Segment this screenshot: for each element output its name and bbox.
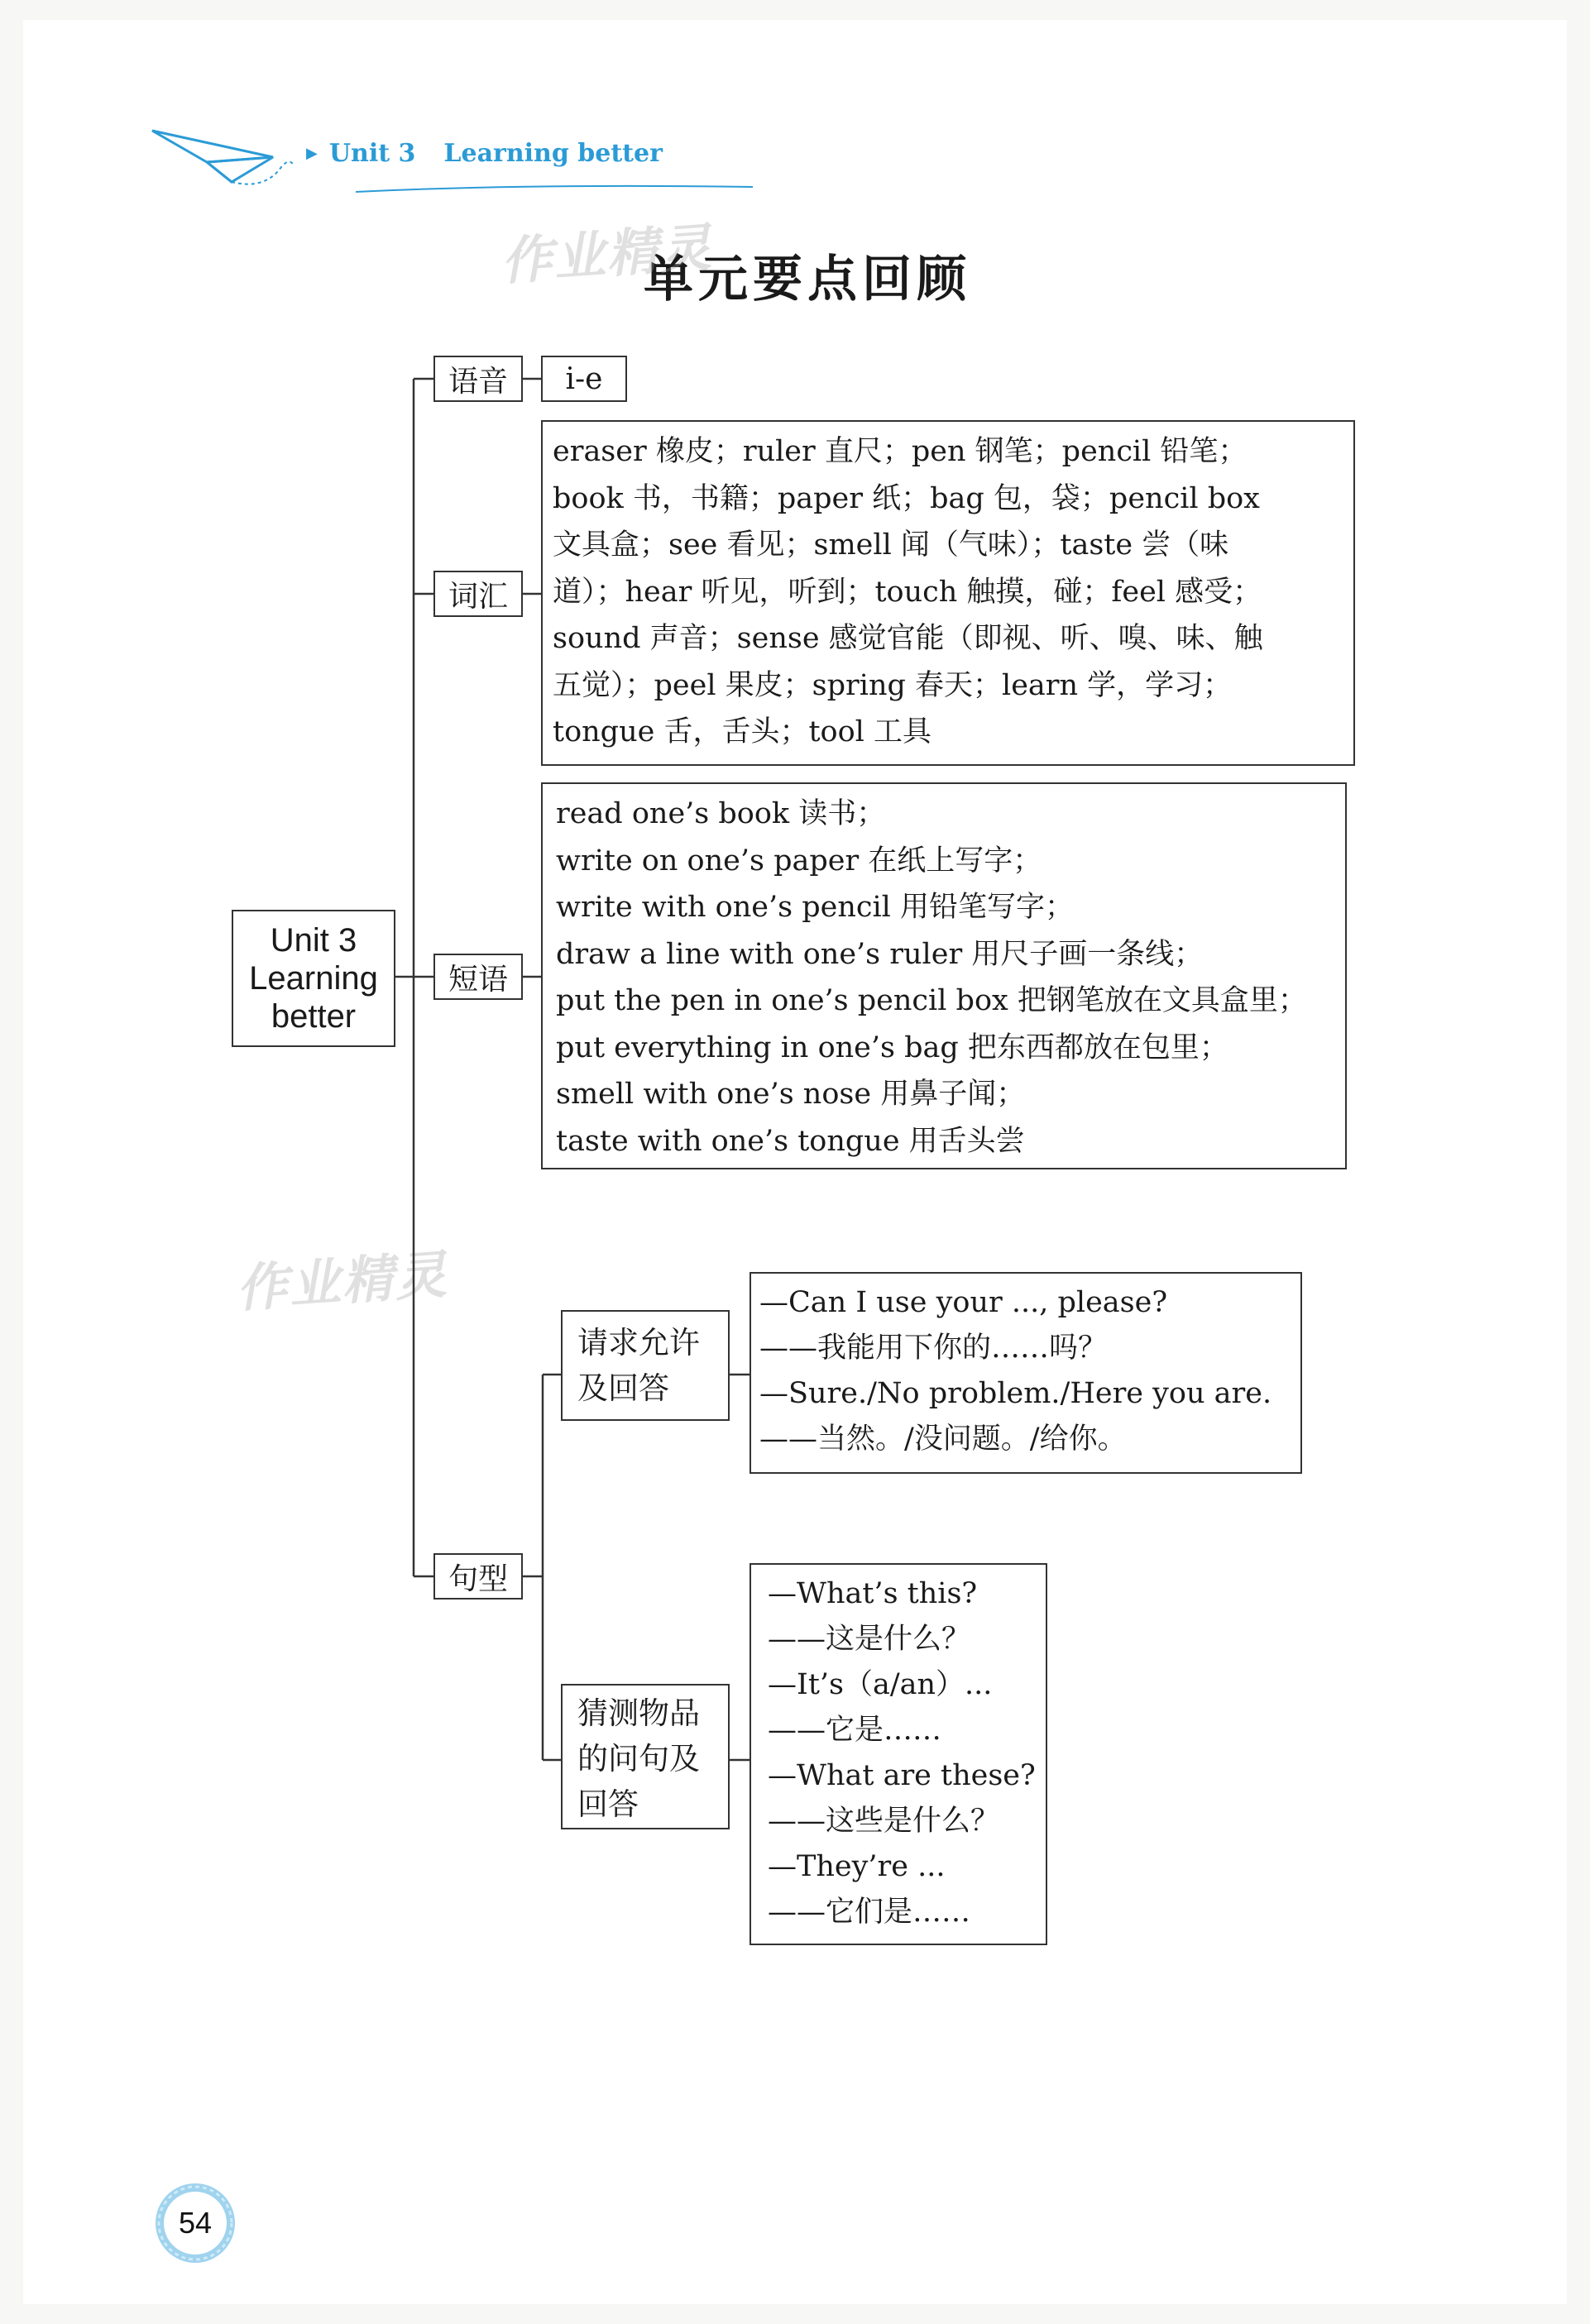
- guessing-label-line: 猜测物品: [577, 1695, 700, 1731]
- asking-permission-line: ——当然。/没问题。/给你。: [759, 1423, 1127, 1456]
- header-unit: Unit 3: [328, 139, 416, 168]
- vocabulary-line: 文具盒；see 看见；smell 闻（气味）；taste 尝（味: [553, 528, 1229, 562]
- phonics-content-box: [541, 356, 627, 402]
- guessing-line: —What are these?: [768, 1759, 1036, 1792]
- phrases-content-box: [541, 782, 1347, 1169]
- vocabulary-label-box: [433, 571, 523, 617]
- guessing-line: ——它是……: [768, 1714, 942, 1747]
- page-number: 54: [178, 2206, 213, 2240]
- vocabulary-content-box: [541, 420, 1355, 766]
- asking-permission-line: —Can I use your ..., please?: [759, 1286, 1168, 1319]
- sentences-label-box: [433, 1553, 523, 1600]
- phrase-line: read one’s book 读书；: [556, 797, 886, 830]
- vocabulary-line: sound 声音；sense 感觉官能（即视、听、嗅、味、触: [553, 622, 1263, 655]
- phrases-label-box: [433, 954, 523, 1000]
- root-topic-line-2: Learning: [249, 960, 378, 997]
- guessing-line: —It’s（a/an）...: [768, 1668, 993, 1701]
- asking-permission-label-line: 请求允许: [577, 1325, 700, 1360]
- guessing-label-line: 的问句及: [577, 1741, 700, 1776]
- page-title: 单元要点回顾: [644, 251, 971, 308]
- guessing-line: ——这是什么？: [768, 1623, 971, 1656]
- phrase-line: smell with one’s nose 用鼻子闻；: [556, 1078, 1026, 1111]
- phrase-line: taste with one’s tongue 用舌头尝: [556, 1124, 1025, 1158]
- vocabulary-line: tongue 舌，舌头；tool 工具: [553, 715, 931, 748]
- root-topic-line-1: Unit 3: [270, 922, 357, 959]
- sentences-label: 句型: [448, 1561, 508, 1596]
- vocabulary-line: book 书，书籍；paper 纸；bag 包，袋；pencil box: [553, 481, 1260, 515]
- asking-permission-line: —Sure./No problem./Here you are.: [759, 1377, 1272, 1410]
- header-lesson: Learning better: [443, 139, 663, 168]
- vocabulary-line: 五觉）；peel 果皮；spring 春天；learn 学，学习；: [553, 668, 1233, 702]
- page-number-badge: [152, 2180, 238, 2266]
- guessing-content-box: [750, 1563, 1047, 1945]
- phrase-line: put everything in one’s bag 把东西都放在包里；: [556, 1030, 1228, 1064]
- vocabulary-line: eraser 橡皮；ruler 直尺；pen 钢笔；pencil 铅笔；: [553, 435, 1248, 468]
- guessing-line: —What’s this?: [768, 1577, 978, 1610]
- guessing-label-box: [561, 1684, 730, 1829]
- asking-permission-content-box: [750, 1272, 1302, 1474]
- guessing-label-line: 回答: [577, 1786, 639, 1822]
- phrase-line: write with one’s pencil 用铅笔写字；: [556, 891, 1074, 924]
- vocabulary-line: 道）；hear 听见，听到；touch 触摸，碰；feel 感受；: [553, 575, 1262, 609]
- asking-permission-label-line: 及回答: [577, 1370, 669, 1406]
- triangle-icon: ▶: [306, 145, 318, 162]
- phrase-line: write on one’s paper 在纸上写字；: [556, 844, 1042, 877]
- asking-permission-line: ——我能用下你的……吗？: [759, 1332, 1108, 1365]
- guessing-line: ——这些是什么？: [768, 1805, 1000, 1838]
- guessing-line: ——它们是……: [768, 1896, 971, 1929]
- vocabulary-label: 词汇: [448, 579, 508, 614]
- phonics-content: i-e: [565, 361, 603, 396]
- asking-permission-label-box: [561, 1310, 730, 1421]
- phonics-label: 语音: [448, 364, 508, 399]
- phrase-line: put the pen in one’s pencil box 把钢笔放在文具盒里；: [556, 984, 1307, 1017]
- watermark-middle: 作业精灵: [234, 1244, 450, 1319]
- root-topic-line-3: better: [271, 998, 357, 1035]
- phrase-line: draw a line with one’s ruler 用尺子画一条线；: [556, 937, 1204, 971]
- phonics-label-box: [433, 356, 523, 402]
- guessing-line: —They’re ...: [768, 1850, 946, 1883]
- root-topic-box: [232, 910, 395, 1047]
- watermark-top: 作业精灵: [499, 217, 715, 292]
- phrases-label: 短语: [448, 962, 508, 997]
